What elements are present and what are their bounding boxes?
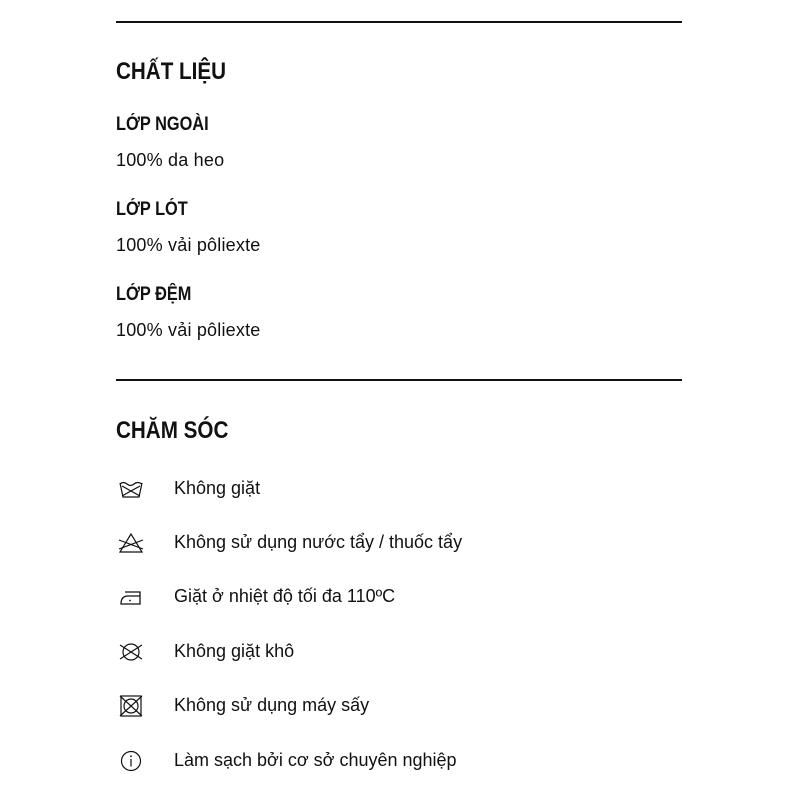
care-item — [116, 638, 676, 666]
care-item — [116, 475, 676, 503]
top-divider — [116, 21, 682, 23]
care-item-label: Không giặt — [174, 478, 261, 498]
layer-padding-heading: LỚP ĐỆM — [116, 284, 192, 305]
care-item — [116, 692, 676, 720]
care-title: CHĂM SÓC — [116, 417, 229, 444]
middle-divider — [116, 379, 682, 381]
layer-lining-value: 100% vải pôliexte — [116, 235, 261, 255]
care-item — [116, 583, 676, 611]
no-bleach-icon — [116, 529, 146, 557]
care-item-label: Làm sạch bởi cơ sở chuyên nghiệp — [174, 750, 457, 770]
care-item-label: Không sử dụng nước tẩy / thuốc tẩy — [174, 532, 463, 552]
layer-outer-value: 100% da heo — [116, 150, 225, 170]
care-item-label: Không sử dụng máy sấy — [174, 695, 370, 715]
info-icon — [116, 747, 146, 775]
care-item-label: Giặt ở nhiệt độ tối đa 110ºC — [174, 586, 396, 606]
no-dry-clean-icon — [116, 638, 146, 666]
layer-outer-heading: LỚP NGOÀI — [116, 114, 209, 135]
no-wash-icon — [116, 475, 146, 503]
care-item-label: Không giặt khô — [174, 641, 295, 661]
iron-icon — [116, 583, 146, 611]
care-item — [116, 529, 676, 557]
material-title: CHẤT LIỆU — [116, 58, 227, 85]
layer-lining-heading: LỚP LÓT — [116, 199, 188, 220]
layer-padding-value: 100% vải pôliexte — [116, 320, 261, 340]
no-tumble-dry-icon — [116, 692, 146, 720]
care-item — [116, 747, 676, 775]
